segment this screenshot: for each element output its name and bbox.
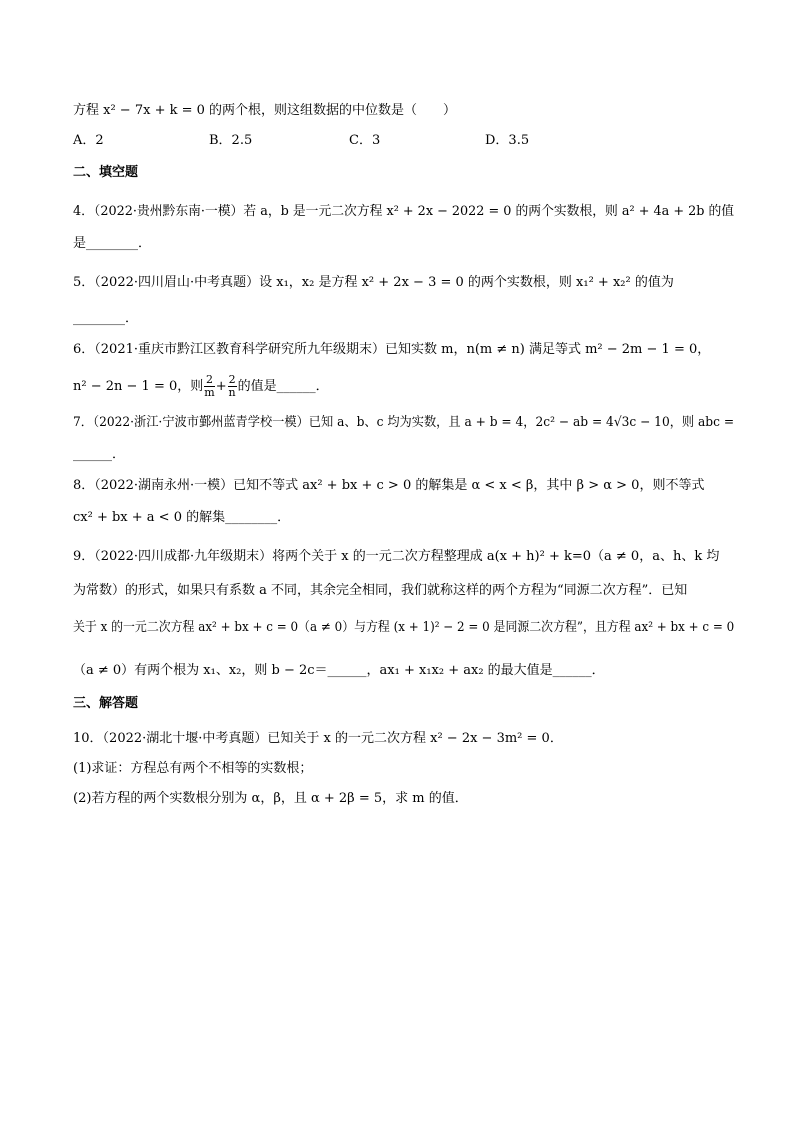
q6-frac1-denominator: m (204, 386, 215, 399)
q6-line-1: 6．（2021·重庆市黔江区教育科学研究所九年级期末）已知实数 m，n(m ≠ n) 满足等式 m² − 2m − 1 = 0， (73, 342, 711, 357)
q8-line-2: cx² + bx + a < 0 的解集________． (73, 510, 291, 525)
q4-line-2: 是________． (73, 236, 152, 251)
q5-line-2: ________． (73, 311, 139, 326)
q6-fraction-2-over-m (204, 374, 214, 399)
q6-fraction-2-over-n (228, 374, 237, 399)
section-heading-fill-in: 二、填空题 (73, 165, 139, 180)
q4-line-1: 4．（2022·贵州黔东南·一模）若 a，b 是一元二次方程 x² + 2x − 2022 = 0 的两个实数根，则 a² + 4a + 2b 的值 (73, 204, 735, 219)
q6-plus-sign: + (215, 379, 227, 394)
q10-line-1: 10．（2022·湖北十堰·中考真题）已知关于 x 的一元二次方程 x² − 2x − 3m² = 0． (73, 731, 563, 746)
q7-line-2: ______． (73, 447, 126, 462)
q3-option-d: D．3.5 (485, 133, 530, 148)
q7-line-1: 7．（2022·浙江·宁波市鄞州蓝青学校一模）已知 a、b、c 均为实数，且 a + b = 4，2c² − ab = 4√3c − 10，则 abc = (73, 415, 735, 430)
q3-option-b: B．2.5 (209, 133, 253, 148)
q6-frac2-numerator: 2 (228, 373, 236, 386)
q5-line-1: 5．（2022·四川眉山·中考真题）设 x₁，x₂ 是方程 x² + 2x − 3 = 0 的两个实数根，则 x₁² + x₂² 的值为 (73, 275, 674, 290)
q3-option-a: A．2 (73, 133, 104, 148)
q6-line-2 (73, 372, 329, 402)
q6-frac1-numerator: 2 (205, 373, 213, 386)
q6-line-2-suffix: 的值是______． (237, 379, 329, 394)
q6-line-2-prefix: n² − 2n − 1 = 0，则 (73, 379, 204, 394)
q6-frac2-denominator: n (228, 386, 236, 399)
q9-line-4: （a ≠ 0）有两个根为 x₁、x₂，则 b − 2c＝______，ax₁ + x₁x₂ + ax₂ 的最大值是______． (73, 663, 605, 678)
q10-part-2: (2)若方程的两个实数根分别为 α，β，且 α + 2β = 5，求 m 的值． (73, 791, 468, 806)
q9-line-3: 关于 x 的一元二次方程 ax² + bx + c = 0（a ≠ 0）与方程 (x + 1)² − 2 = 0 是同源二次方程”，且方程 ax² + bx + c = 0 (73, 620, 735, 635)
q9-line-1: 9．（2022·四川成都·九年级期末）将两个关于 x 的一元二次方程整理成 a(x + h)² + k=0（a ≠ 0，a、h、k 均 (73, 549, 720, 564)
q9-line-2: 为常数）的形式，如果只有系数 a 不同，其余完全相同，我们就称这样的两个方程为“同源二次方程”．已知 (73, 583, 688, 598)
q8-line-1: 8．（2022·湖南永州·一模）已知不等式 ax² + bx + c > 0 的解集是 α < x < β，其中 β > α > 0，则不等式 (73, 478, 705, 493)
q10-part-1: (1)求证：方程总有两个不相等的实数根； (73, 761, 313, 776)
section-heading-solutions: 三、解答题 (73, 696, 139, 711)
q3-stem-tail: 方程 x² − 7x + k = 0 的两个根，则这组数据的中位数是（ ） (73, 103, 457, 118)
q3-option-c: C．3 (349, 133, 381, 148)
